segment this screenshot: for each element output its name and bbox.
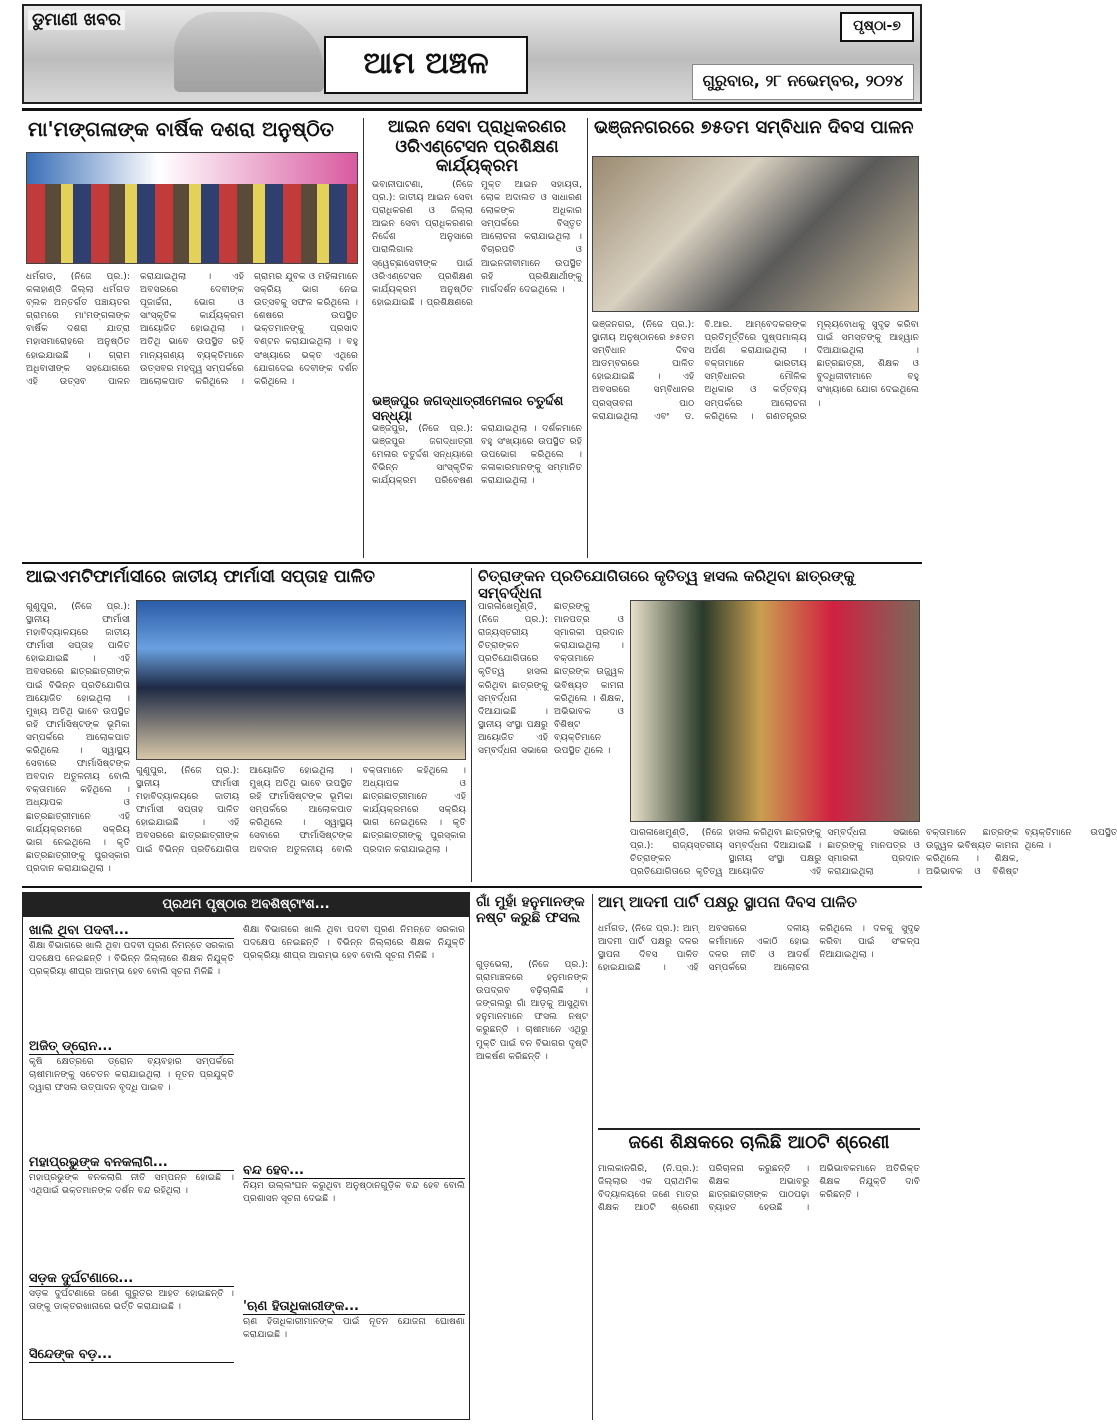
continuation-box <box>22 892 470 1420</box>
continuation-item-body: ଶିକ୍ଷା ବିଭାଗରେ ଖାଲି ଥିବା ପଦବୀ ପୂରଣ ନିମନ୍ତେ ସରକାର ପଦକ୍ଷେପ ନେଇଛନ୍ତି । ବିଭିନ୍ନ ଜିଲ୍ଲାରେ ଶିକ୍ଷକ ନିଯୁକ୍ତି ପ୍ରକ୍ରିୟା ଶୀଘ୍ର ଆରମ୍ଭ ହେବ ବୋଲି ସୂଚନା ମିଳିଛି । <box>243 924 465 962</box>
column-divider <box>471 568 472 882</box>
column-divider <box>363 118 364 558</box>
section-rule <box>22 562 922 564</box>
body-pharmacy-week-cont: ଗୁଣୁପୁର, (ନିଜେ ପ୍ର.): ସ୍ଥାନୀୟ ଫାର୍ମାସୀ ମହାବିଦ୍ୟାଳୟରେ ଜାତୀୟ ଫାର୍ମାସୀ ସପ୍ତାହ ପାଳିତ ହୋଇଯାଇଛି । ଏହି ଅବସରରେ ଛାତ୍ରଛାତ୍ରୀଙ୍କ ପାଇଁ ବିଭିନ୍ନ ପ୍ରତିଯୋଗିତା ଆୟୋଜିତ ହୋଇଥିଲା । ମୁଖ୍ୟ ଅତିଥି ଭାବେ ଉପସ୍ଥିତ ରହି ଫାର୍ମାସିଷ୍ଟଙ୍କ ଭୂମିକା ସମ୍ପର୍କରେ ଆଲୋକପାତ କରିଥିଲେ । ସ୍ୱାସ୍ଥ୍ୟ ସେବାରେ ଫାର୍ମାସିଷ୍ଟଙ୍କ ଅବଦାନ ଅତୁଳନୀୟ ବୋଲି ବକ୍ତାମାନେ କହିଥିଲେ । ଅଧ୍ୟାପକ ଓ ଛାତ୍ରଛାତ୍ରୀମାନେ ଏହି କାର୍ଯ୍ୟକ୍ରମରେ ସକ୍ରିୟ ଭାଗ ନେଇଥିଲେ । କୃତି ଛାତ୍ରଛାତ୍ରୀଙ୍କୁ ପୁରସ୍କାର ପ୍ରଦାନ କରାଯାଇଥିଲା । <box>136 765 466 855</box>
headline-jagaddhatri-mela: ଭଞ୍ଜପୁର ଜଗଦ୍ଧାତ୍ରୀମେଳାର ଚତୁର୍ଦ୍ଦଶ ସନ୍ଧ୍ୟା <box>372 394 564 424</box>
page-number: ପୃଷ୍ଠା-୭ <box>840 12 914 42</box>
continuation-item-body: ସଡ଼କ ଦୁର୍ଘଟଣାରେ ଜଣେ ଗୁରୁତର ଆହତ ହୋଇଛନ୍ତି । ତାଙ୍କୁ ଡାକ୍ତରଖାନାରେ ଭର୍ତ୍ତି କରାଯାଇଛି । <box>29 1288 234 1313</box>
body-drawing-competition-cont: ପାରଳାଖେମୁଣ୍ଡି, (ନିଜେ ପ୍ର.): ରାଜ୍ୟସ୍ତରୀୟ ଚିତ୍ରାଙ୍କନ ପ୍ରତିଯୋଗିତାରେ କୃତିତ୍ୱ ହାସଲ କରିଥିବା ଛାତ୍ରଙ୍କୁ ସମ୍ବର୍ଦ୍ଧନା ଦିଆଯାଇଛି । ସ୍ଥାନୀୟ ସଂସ୍ଥା ପକ୍ଷରୁ ଆୟୋଜିତ ଏହି ସମ୍ବର୍ଦ୍ଧନା ସଭାରେ ଛାତ୍ରଙ୍କୁ ମାନପତ୍ର ଓ ସ୍ମାରକୀ ପ୍ରଦାନ କରାଯାଇଥିଲା । ବକ୍ତାମାନେ ଛାତ୍ରଙ୍କ ଉଜ୍ଜ୍ୱଳ ଭବିଷ୍ୟତ କାମନା କରିଥିଲେ । ଶିକ୍ଷକ, ଅଭିଭାବକ ଓ ବିଶିଷ୍ଟ ବ୍ୟକ୍ତିମାନେ ଉପସ୍ଥିତ ଥିଲେ । <box>630 827 1117 878</box>
body-drawing-competition: ପାରଳାଖେମୁଣ୍ଡି, (ନିଜେ ପ୍ର.): ରାଜ୍ୟସ୍ତରୀୟ ଚିତ୍ରାଙ୍କନ ପ୍ରତିଯୋଗିତାରେ କୃତିତ୍ୱ ହାସଲ କରିଥିବା ଛାତ୍ରଙ୍କୁ ସମ୍ବର୍ଦ୍ଧନା ଦିଆଯାଇଛି । ସ୍ଥାନୀୟ ସଂସ୍ଥା ପକ୍ଷରୁ ଆୟୋଜିତ ଏହି ସମ୍ବର୍ଦ୍ଧନା ସଭାରେ ଛାତ୍ରଙ୍କୁ ମାନପତ୍ର ଓ ସ୍ମାରକୀ ପ୍ରଦାନ କରାଯାଇଥିଲା । ବକ୍ତାମାନେ ଛାତ୍ରଙ୍କ ଉଜ୍ଜ୍ୱଳ ଭବିଷ୍ୟତ କାମନା କରିଥିଲେ । ଶିକ୍ଷକ, ଅଭିଭାବକ ଓ ବିଶିଷ୍ଟ ବ୍ୟକ୍ତିମାନେ ଉପସ୍ଥିତ ଥିଲେ । <box>478 601 624 757</box>
issue-date: ଗୁରୁବାର, ୨୮ ନଭେମ୍ବର, ୨୦୨୪ <box>692 64 914 100</box>
newspaper-brand: ଡୁମାଣୀ ଖବର <box>28 10 125 30</box>
continuation-box-title: ପ୍ରଥମ ପୃଷ୍ଠାର ଅବଶିଷ୍ଟାଂଶ... <box>23 893 469 917</box>
headline-mangala: ମା'ମଙ୍ଗଳାଙ୍କ ବାର୍ଷିକ ଦଶରା ଅନୁଷ୍ଠିତ <box>28 117 334 141</box>
headline-single-teacher: ଜଣେ ଶିକ୍ଷକରେ ଚାଲିଛି ଆଠଟି ଶ୍ରେଣୀ <box>598 1128 920 1158</box>
body-jagaddhatri-mela: ଭଞ୍ଜପୁର, (ନିଜେ ପ୍ର.): ଭଞ୍ଜପୁର ଜଗଦ୍ଧାତ୍ରୀ ମେଳାର ଚତୁର୍ଦ୍ଦଶ ସନ୍ଧ୍ୟାରେ ବିଭିନ୍ନ ସାଂସ୍କୃତିକ କାର୍ଯ୍ୟକ୍ରମ ପରିବେଷଣ କରାଯାଇଥିଲା । ଦର୍ଶକମାନେ ବହୁ ସଂଖ୍ୟାରେ ଉପସ୍ଥିତ ରହି ଉପଭୋଗ କରିଥିଲେ । କଳାକାରମାନଙ୍କୁ ସମ୍ମାନିତ କରାଯାଇଥିଲା । <box>372 423 582 487</box>
body-legal-services: ଭବାନୀପାଟଣା, (ନିଜେ ପ୍ର.): ଜାତୀୟ ଆଇନ ସେବା ପ୍ରାଧିକରଣ ଓ ଜିଲ୍ଲା ଆଇନ ସେବା ପ୍ରାଧିକରଣର ନିର୍ଦ୍ଦେଶ ଅନୁସାରେ ପାରାଲିଗାଲ ସ୍ୱେଚ୍ଛାସେବୀଙ୍କ ପାଇଁ ଓରିଏଣ୍ଟେସନ ପ୍ରଶିକ୍ଷଣ କାର୍ଯ୍ୟକ୍ରମ ଅନୁଷ୍ଠିତ ହୋଇଯାଇଛି । ପ୍ରଶିକ୍ଷଣରେ ମୁକ୍ତ ଆଇନ ସହାୟତା, ଲୋକ ଅଦାଲତ ଓ ସାଧାରଣ ଲୋକଙ୍କ ଅଧିକାର ସମ୍ପର୍କରେ ବିସ୍ତୃତ ଆଲୋଚନା କରାଯାଇଥିଲା । ବିଚାରପତି ଓ ଆଇନଜୀବୀମାନେ ଉପସ୍ଥିତ ରହି ପ୍ରଶିକ୍ଷାର୍ଥୀଙ୍କୁ ମାର୍ଗଦର୍ଶନ ଦେଇଥିଲେ । <box>372 179 582 308</box>
section-title: ଆମ ଅଞ୍ଚଳ <box>324 36 528 94</box>
continuation-col-right <box>243 923 465 1417</box>
photo-pharmacy-week <box>136 600 466 760</box>
masthead-illustration <box>174 12 324 92</box>
body-pharmacy-week: ଗୁଣୁପୁର, (ନିଜେ ପ୍ର.): ସ୍ଥାନୀୟ ଫାର୍ମାସୀ ମହାବିଦ୍ୟାଳୟରେ ଜାତୀୟ ଫାର୍ମାସୀ ସପ୍ତାହ ପାଳିତ ହୋଇଯାଇଛି । ଏହି ଅବସରରେ ଛାତ୍ରଛାତ୍ରୀଙ୍କ ପାଇଁ ବିଭିନ୍ନ ପ୍ରତିଯୋଗିତା ଆୟୋଜିତ ହୋଇଥିଲା । ମୁଖ୍ୟ ଅତିଥି ଭାବେ ଉପସ୍ଥିତ ରହି ଫାର୍ମାସିଷ୍ଟଙ୍କ ଭୂମିକା ସମ୍ପର୍କରେ ଆଲୋକପାତ କରିଥିଲେ । ସ୍ୱାସ୍ଥ୍ୟ ସେବାରେ ଫାର୍ମାସିଷ୍ଟଙ୍କ ଅବଦାନ ଅତୁଳନୀୟ ବୋଲି ବକ୍ତାମାନେ କହିଥିଲେ । ଅଧ୍ୟାପକ ଓ ଛାତ୍ରଛାତ୍ରୀମାନେ ଏହି କାର୍ଯ୍ୟକ୍ରମରେ ସକ୍ରିୟ ଭାଗ ନେଇଥିଲେ । କୃତି ଛାତ୍ରଛାତ୍ରୀଙ୍କୁ ପୁରସ୍କାର ପ୍ରଦାନ କରାଯାଇଥିଲା । <box>26 601 130 874</box>
continuation-item-title: ବନ୍ଦ ହେବ... <box>243 1163 465 1179</box>
body-constitution-day: ଭଞ୍ଜନଗର, (ନିଜେ ପ୍ର.): ସ୍ଥାନୀୟ ଅନୁଷ୍ଠାନରେ ୭୫ତମ ସମ୍ବିଧାନ ଦିବସ ଆଡମ୍ବରରେ ପାଳିତ ହୋଇଯାଇଛି । ଏହି ଅବସରରେ ସମ୍ବିଧାନର ପ୍ରସ୍ତାବନା ପାଠ କରାଯାଇଥିଲା ଏବଂ ଡ. ବି.ଆର. ଆମ୍ବେଦକରଙ୍କ ପ୍ରତିମୂର୍ତ୍ତିରେ ପୁଷ୍ପମାଲ୍ୟ ଅର୍ପଣ କରାଯାଇଥିଲା । ବକ୍ତାମାନେ ଭାରତୀୟ ସମ୍ବିଧାନର ମୌଳିକ ଅଧିକାର ଓ କର୍ତ୍ତବ୍ୟ ସମ୍ପର୍କରେ ଆଲୋଚନା କରିଥିଲେ । ଗଣତନ୍ତ୍ରର ମୂଲ୍ୟବୋଧକୁ ସୁଦୃଢ କରିବା ପାଇଁ ସମସ୍ତଙ୍କୁ ଆହ୍ୱାନ ଦିଆଯାଇଥିଲା । ଛାତ୍ରଛାତ୍ରୀ, ଶିକ୍ଷକ ଓ ବୁଦ୍ଧିଜୀବୀମାନେ ବହୁ ସଂଖ୍ୟାରେ ଯୋଗ ଦେଇଥିଲେ । <box>592 319 919 422</box>
body-mangala: ଧର୍ମଗଡ, (ନିଜେ ପ୍ର.): କଳାହାଣ୍ଡି ଜିଲ୍ଲା ଧର୍ମଗଡ ବ୍ଲକ ଅନ୍ତର୍ଗତ ପଞ୍ଚାୟତର ଗ୍ରାମରେ ମା'ମଙ୍ଗଳାଙ୍କ ବାର୍ଷିକ ଦଶରା ଯାତ୍ରା ମହାସମାରୋହରେ ଅନୁଷ୍ଠିତ ହୋଇଯାଇଛି । ଗ୍ରାମ ଅଧିବାସୀଙ୍କ ସହଯୋଗରେ ଏହି ଉତ୍ସବ ପାଳନ କରାଯାଇଥିଲା । ଏହି ଅବସରରେ ଦେବୀଙ୍କ ପୂଜାର୍ଚ୍ଚନା, ଭୋଗ ଓ ସାଂସ୍କୃତିକ କାର୍ଯ୍ୟକ୍ରମ ଆୟୋଜିତ ହୋଇଥିଲା । ଅତିଥି ଭାବେ ଉପସ୍ଥିତ ରହି ମାନ୍ୟଗଣ୍ୟ ବ୍ୟକ୍ତିମାନେ ଉତ୍ସବର ମହତ୍ତ୍ୱ ସମ୍ପର୍କରେ ଆଲୋକପାତ କରିଥିଲେ । ଗ୍ରାମର ଯୁବକ ଓ ମହିଳାମାନେ ସକ୍ରିୟ ଭାଗ ନେଇ ଉତ୍ସବକୁ ସଫଳ କରିଥିଲେ । ଶେଷରେ ଉପସ୍ଥିତ ଭକ୍ତମାନଙ୍କୁ ପ୍ରସାଦ ବଣ୍ଟନ କରାଯାଇଥିଲା । ବହୁ ସଂଖ୍ୟାରେ ଭକ୍ତ ଏଥିରେ ଯୋଗଦେଇ ଦେବୀଙ୍କ ଦର୍ଶନ କରିଥିଲେ । <box>26 271 358 387</box>
headline-constitution-day: ଭଞ୍ଜନଗରରେ ୭୫ତମ ସମ୍ବିଧାନ ଦିବସ ପାଳନ <box>594 117 914 138</box>
masthead <box>22 4 922 104</box>
continuation-item-body: ଶିକ୍ଷା ବିଭାଗରେ ଖାଲି ଥିବା ପଦବୀ ପୂରଣ ନିମନ୍ତେ ସରକାର ପଦକ୍ଷେପ ନେଇଛନ୍ତି । ବିଭିନ୍ନ ଜିଲ୍ଲାରେ ଶିକ୍ଷକ ନିଯୁକ୍ତି ପ୍ରକ୍ରିୟା ଶୀଘ୍ର ଆରମ୍ଭ ହେବ ବୋଲି ସୂଚନା ମିଳିଛି । <box>29 940 234 978</box>
photo-drawing-felicitation <box>630 600 920 822</box>
body-single-teacher: ମାଲକାନଗିରି, (ନି.ପ୍ର.): ଜିଲ୍ଲାର ଏକ ପ୍ରାଥମିକ ବିଦ୍ୟାଳୟରେ ଜଣେ ମାତ୍ର ଶିକ୍ଷକ ଆଠଟି ଶ୍ରେଣୀ ପରିଚାଳନା କରୁଛନ୍ତି । ଶିକ୍ଷକ ଅଭାବରୁ ଛାତ୍ରଛାତ୍ରୀଙ୍କ ପାଠପଢ଼ା ବ୍ୟାହତ ହେଉଛି । ଅଭିଭାବକମାନେ ଅତିରିକ୍ତ ଶିକ୍ଷକ ନିଯୁକ୍ତି ଦାବି କରିଛନ୍ତି । <box>598 1163 920 1214</box>
top-rule <box>22 108 922 111</box>
photo-mangala-stage <box>26 152 358 264</box>
headline-drawing-competition: ଚିତ୍ରାଙ୍କନ ପ୍ରତିଯୋଗିତାରେ କୃତିତ୍ୱ ହାସଲ କରିଥିବା ଛାତ୍ରଙ୍କୁ ସମ୍ବର୍ଦ୍ଧନା <box>478 567 855 603</box>
continuation-item-title: ଖାଲି ଥିବା ପଦବୀ... <box>29 923 234 939</box>
continuation-col-left <box>29 923 234 1417</box>
continuation-item-body: କୃଷି କ୍ଷେତ୍ରରେ ଡ୍ରୋନ ବ୍ୟବହାର ସମ୍ପର୍କରେ ଚାଷୀମାନଙ୍କୁ ସଚେତନ କରାଯାଇଥିଲା । ନୂତନ ପ୍ରଯୁକ୍ତି ଦ୍ୱାରା ଫସଲ ଉତ୍ପାଦନ ବୃଦ୍ଧି ପାଇବ । <box>29 1056 234 1094</box>
section-rule <box>22 886 922 888</box>
continuation-item-title: 'ଋଣ ହିତାଧିକାରୀଙ୍କ... <box>243 1299 465 1315</box>
continuation-item-body: ଋଣ ହିତାଧିକାରୀମାନଙ୍କ ପାଇଁ ନୂତନ ଯୋଜନା ଘୋଷଣା କରାଯାଇଛି । <box>243 1316 465 1341</box>
continuation-item-title: ସିନ୍ଦେଙ୍କ ବଡ଼... <box>29 1347 234 1363</box>
body-aap-foundation-day: ଧର୍ମଗଡ, (ନିଜେ ପ୍ର.): ଆମ୍ ଆଦମୀ ପାର୍ଟି ପକ୍ଷରୁ ଦଳର ସ୍ଥାପନା ଦିବସ ପାଳିତ ହୋଇଯାଇଛି । ଏହି ଅବସରରେ ଦଳୀୟ କର୍ମୀମାନେ ଏକାଠି ହୋଇ ଦଳର ନୀତି ଓ ଆଦର୍ଶ ସମ୍ପର୍କରେ ଆଲୋଚନା କରିଥିଲେ । ଦଳକୁ ସୁଦୃଢ କରିବା ପାଇଁ ସଂକଳ୍ପ ନିଆଯାଇଥିଲା । <box>598 923 920 974</box>
headline-legal-services: ଆଇନ ସେବା ପ୍ରାଧିକରଣର ଓରିଏଣ୍ଟେସନ ପ୍ରଶିକ୍ଷଣ କାର୍ଯ୍ୟକ୍ରମ <box>387 117 567 177</box>
continuation-item-body: ନିୟମ ଉଲ୍ଲଂଘନ କରୁଥିବା ଅନୁଷ୍ଠାନଗୁଡ଼ିକ ବନ୍ଦ ହେବ ବୋଲି ପ୍ରଶାସନ ସୂଚନା ଦେଇଛି । <box>243 1180 465 1205</box>
headline-pharmacy-week: ଆଇଏମଟିଫାର୍ମାସୀରେ ଜାତୀୟ ଫାର୍ମାସୀ ସପ୍ତାହ ପାଳିତ <box>26 567 375 587</box>
column-divider <box>592 894 593 1420</box>
headline-aap-foundation-day: ଆମ୍ ଆଦମୀ ପାର୍ଟି ପକ୍ଷରୁ ସ୍ଥାପନା ଦିବସ ପାଳିତ <box>598 893 857 911</box>
headline-hanuman-crop: ଗାଁ ମୁହାଁ ହନୁମାନଙ୍କ ନଷ୍ଟ କରୁଛି ଫସଲ <box>476 894 585 927</box>
column-divider <box>587 118 588 558</box>
continuation-item-title: ସଡ଼କ ଦୁର୍ଘଟଣାରେ... <box>29 1271 234 1287</box>
body-hanuman-crop: ଗୁଡ଼ଭେଲା, (ନିଜେ ପ୍ର.): ଗ୍ରାମାଞ୍ଚଳରେ ହନୁମାନଙ୍କ ଉପଦ୍ରବ ବଢ଼ିଚାଲିଛି । ଜଙ୍ଗଲରୁ ଗାଁ ଆଡ଼କୁ ଆସୁଥିବା ହନୁମାନମାନେ ଫସଲ ନଷ୍ଟ କରୁଛନ୍ତି । ଚାଷୀମାନେ ଏଥିରୁ ମୁକ୍ତି ପାଇଁ ବନ ବିଭାଗର ଦୃଷ୍ଟି ଆକର୍ଷଣ କରିଛନ୍ତି । <box>476 959 588 1062</box>
continuation-item-body: ମହାପ୍ରଭୁଙ୍କ ବନକଲାଗି ନୀତି ସମ୍ପନ୍ନ ହୋଇଛି । ଏଥିପାଇଁ ଭକ୍ତମାନଙ୍କ ଦର୍ଶନ ବନ୍ଦ ରହିଥିଲା । <box>29 1172 234 1197</box>
photo-constitution-day <box>592 156 919 312</box>
continuation-item-title: ଅଜିତ୍ ଡ୍ରୋନ... <box>29 1039 234 1055</box>
continuation-item-title: ମହାପ୍ରଭୁଙ୍କ ବନକଲାଗି... <box>29 1155 234 1171</box>
